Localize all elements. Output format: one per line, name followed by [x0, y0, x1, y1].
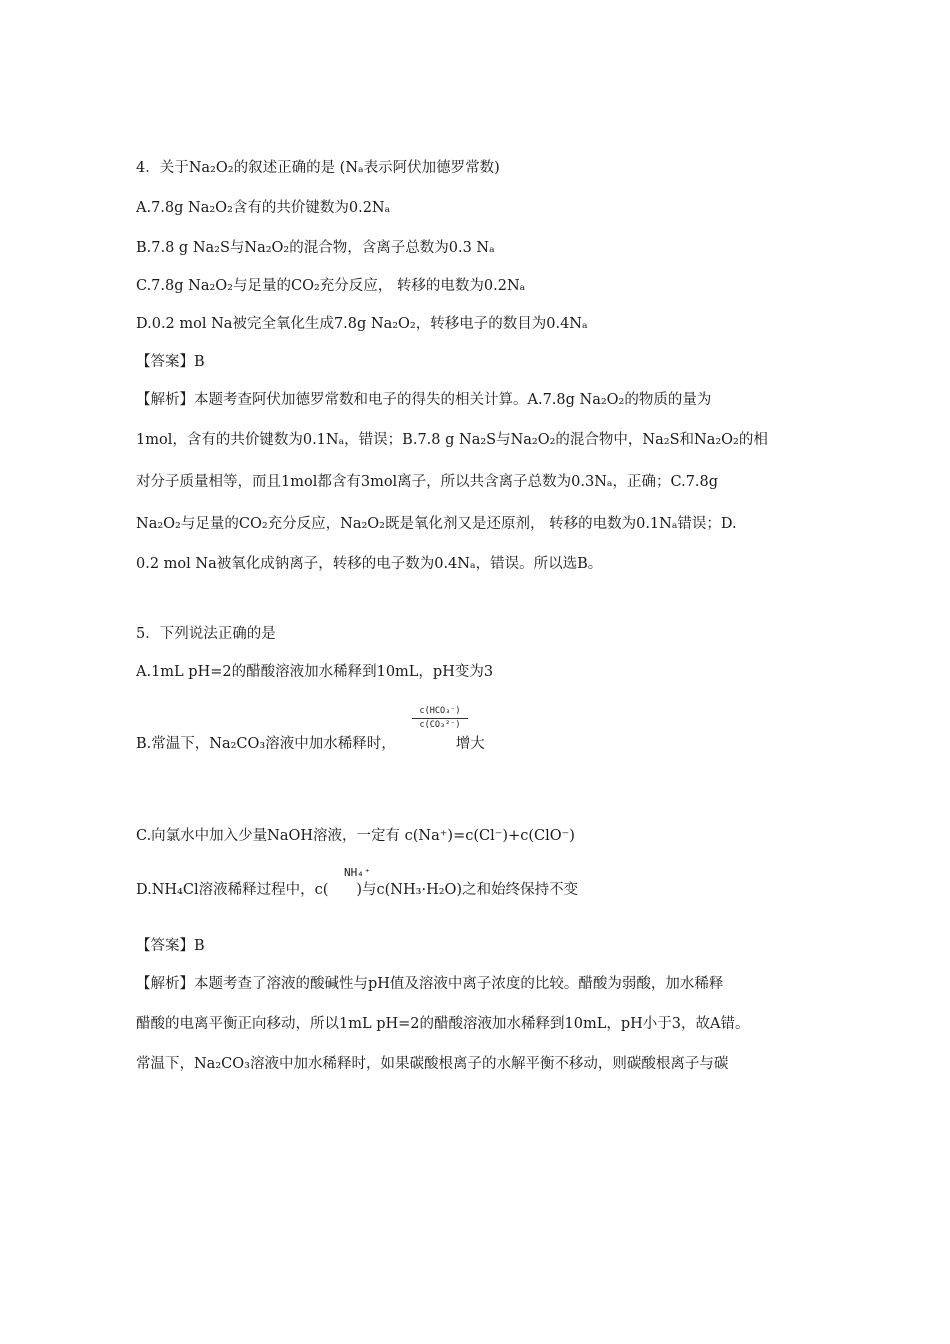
q4-option-a: A.7.8g Na₂O₂含有的共价键数为0.2Nₐ: [136, 200, 391, 216]
fraction-numerator: c(HCO₃⁻): [419, 706, 461, 716]
q5-option-d: [136, 880, 578, 900]
q4-option-d: D.0.2 mol Na被完全氧化生成7.8g Na₂O₂，转移电子的数目为0.4Nₐ: [136, 316, 588, 332]
q5-analysis-line: 常温下，Na₂CO₃溶液中加水稀释时，如果碳酸根离子的水解平衡不移动，则碳酸根离子与碳: [136, 1056, 729, 1072]
q4-analysis-line: 【解析】本题考查阿伏加德罗常数和电子的得失的相关计算。A.7.8g Na₂O₂的物质的量为: [136, 392, 712, 408]
q5-option-b-prefix: B.常温下，Na₂CO₃溶液中加水稀释时，: [136, 736, 396, 752]
q4-option-c: C.7.8g Na₂O₂与足量的CO₂充分反应， 转移的电数为0.2Nₐ: [136, 278, 526, 294]
q5-option-c: C.向氯水中加入少量NaOH溶液，一定有 c(Na⁺)=c(Cl⁻)+c(ClO⁻): [136, 828, 575, 844]
q5-option-a: A.1mL pH=2的醋酸溶液加水稀释到10mL，pH变为3: [136, 664, 494, 680]
fraction-denominator: c(CO₃²⁻): [419, 720, 461, 730]
q5-stem: 5．下列说法正确的是: [136, 626, 276, 642]
q4-stem: 4．关于Na₂O₂的叙述正确的是 (Nₐ表示阿伏加德罗常数): [136, 160, 500, 176]
q5-analysis-line: 【解析】本题考查了溶液的酸碱性与pH值及溶液中离子浓度的比较。醋酸为弱酸，加水稀释: [136, 976, 724, 992]
q4-answer: 【答案】B: [136, 354, 205, 370]
q5-answer: 【答案】B: [136, 938, 205, 954]
q5-analysis-line: 醋酸的电离平衡正向移动，所以1mL pH=2的醋酸溶液加水稀释到10mL，pH小于3，故A错。: [136, 1016, 750, 1032]
q5-option-d-suffix: )与c(NH₃·H₂O)之和始终保持不变: [356, 882, 579, 898]
q4-analysis-line: 0.2 mol Na被氧化成钠离子，转移的电子数为0.4Nₐ，错误。所以选B。: [136, 556, 603, 572]
q5-option-b-suffix: 增大: [455, 736, 485, 752]
q4-analysis-line: Na₂O₂与足量的CO₂充分反应，Na₂O₂既是氧化剂又是还原剂， 转移的电数为0.1Nₐ错误；D.: [136, 516, 737, 532]
concentration-fraction: [412, 706, 468, 731]
q4-analysis-line: 对分子质量相等，而且1mol都含有3mol离子，所以共含离子总数为0.3Nₐ，正确；C.7.8g: [136, 474, 719, 490]
q5-option-b: [136, 734, 485, 754]
q4-analysis-line: 1mol，含有的共价键数为0.1Nₐ，错误；B.7.8 g Na₂S与Na₂O₂的混合物中，Na₂S和Na₂O₂的相: [136, 432, 768, 448]
q4-option-b: B.7.8 g Na₂S与Na₂O₂的混合物，含离子总数为0.3 Nₐ: [136, 240, 495, 256]
q5-option-d-prefix: D.NH₄Cl溶液稀释过程中，c(: [136, 882, 329, 898]
fraction-bar: [412, 718, 468, 719]
ammonium-ion: NH₄⁺: [344, 866, 371, 879]
